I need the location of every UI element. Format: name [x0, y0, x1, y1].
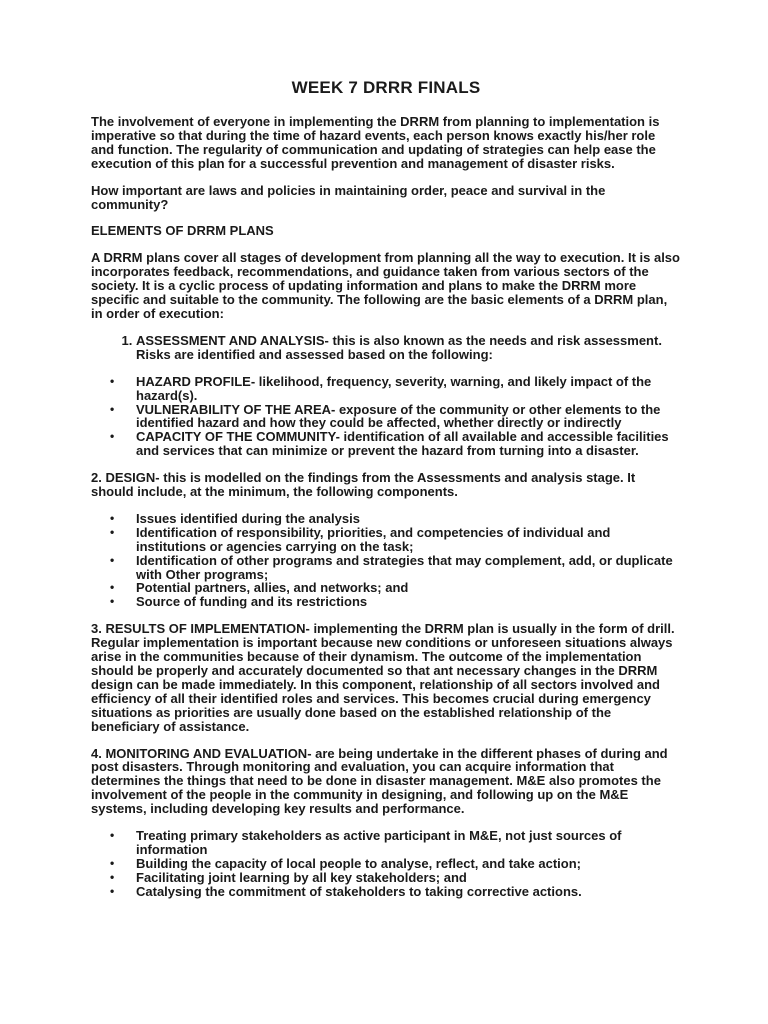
- elements-intro-paragraph: A DRRM plans cover all stages of development from planning all the way to execution. It is also incorporates feedback, recommendations, and guidance taken from various sectors of the society. It is a cyclic process of updating information and plans to make the DRRM more specific and suitable to the community. The following are the basic elements of a DRRM plan, in order of execution:: [91, 250, 680, 321]
- list-item: [110, 594, 681, 610]
- bullet-icon: •: [110, 524, 115, 539]
- bullet-icon: •: [110, 828, 115, 843]
- list-item: [110, 552, 681, 582]
- bullet-icon: •: [110, 580, 115, 595]
- list-item: [110, 855, 681, 871]
- monitoring-bullet-list: [91, 829, 681, 899]
- list-item-text: Identification of other programs and strategies that may complement, add, or duplicate with Other programs;: [136, 552, 673, 582]
- results-paragraph: 3. RESULTS OF IMPLEMENTATION- implementing the DRRM plan is usually in the form of drill. Regular implementation is important because new conditions or unforeseen situations always arise in the communities because of their dynamism. The outcome of the implementation should be properly and accurately documented so that ant necessary changes in the DRRM design can be made immediately. In this component, relationship of all sectors involved and efficiency of all their identified roles and services. This becomes crucial during emergency situations as priorities are usually done based on the established relationship of the beneficiary of assistance.: [91, 621, 675, 734]
- bullet-icon: •: [110, 373, 115, 388]
- list-item-text: CAPACITY OF THE COMMUNITY- identification of all available and accessible facilities and services that can minimize or prevent the hazard from turning into a disaster.: [136, 429, 669, 459]
- list-item-text: Treating primary stakeholders as active participant in M&E, not just sources of information: [136, 828, 622, 857]
- design-paragraph: 2. DESIGN- this is modelled on the findings from the Assessments and analysis stage. It should include, at the minimum, the following components.: [91, 470, 636, 500]
- assessment-item: 1. ASSESSMENT AND ANALYSIS- this is also known as the needs and risk assessment. Risks are identified and assessed based on the following:: [136, 334, 681, 362]
- bullet-icon: •: [110, 510, 115, 525]
- document-title: WEEK 7 DRRR FINALS: [291, 78, 481, 97]
- elements-heading: ELEMENTS OF DRRM PLANS: [91, 223, 274, 239]
- list-item-text: VULNERABILITY OF THE AREA- exposure of the community or other elements to the identified hazard and how they could be affected, whether directly or indirectly: [136, 401, 661, 431]
- list-item-text: Issues identified during the analysis: [136, 510, 360, 526]
- list-item: [110, 373, 681, 403]
- bullet-icon: •: [110, 429, 115, 444]
- list-item: [110, 524, 681, 554]
- assessment-bullet-list: [91, 375, 681, 458]
- list-item: [110, 828, 681, 857]
- document-page: [91, 78, 681, 912]
- bullet-icon: •: [110, 883, 115, 898]
- list-item-text: HAZARD PROFILE- likelihood, frequency, severity, warning, and likely impact of the hazard(s).: [136, 373, 652, 403]
- list-item-text: Identification of responsibility, priorities, and competencies of individual and institutions or agencies carrying on the task;: [136, 524, 611, 554]
- list-item: [110, 883, 681, 899]
- bullet-icon: •: [110, 869, 115, 884]
- list-item: [110, 510, 681, 526]
- bullet-icon: •: [110, 401, 115, 416]
- list-item: [110, 401, 681, 431]
- list-item-text: Potential partners, allies, and networks; and: [136, 580, 409, 596]
- list-item: [110, 429, 681, 459]
- list-item-text: Catalysing the commitment of stakeholders to taking corrective actions.: [136, 883, 582, 899]
- elements-numbered-list: [91, 334, 681, 362]
- bullet-icon: •: [110, 552, 115, 567]
- list-item: [110, 869, 681, 885]
- bullet-icon: •: [110, 855, 115, 870]
- list-item-text: Building the capacity of local people to analyse, reflect, and take action;: [136, 855, 581, 871]
- question-paragraph: How important are laws and policies in maintaining order, peace and survival in the community?: [91, 182, 606, 212]
- list-item-text: Source of funding and its restrictions: [136, 594, 368, 610]
- list-item-text: Facilitating joint learning by all key stakeholders; and: [136, 869, 467, 885]
- bullet-icon: •: [110, 594, 115, 609]
- list-item: [110, 580, 681, 596]
- monitoring-paragraph: 4. MONITORING AND EVALUATION- are being undertake in the different phases of during and post disasters. Through monitoring and evaluation, you can acquire information that determines the things that need to be done in disaster management. M&E also promotes the involvement of the people in the community in designing, and following up on the M&E systems, including developing key results and performance.: [91, 745, 668, 817]
- design-bullet-list: [91, 512, 681, 609]
- intro-paragraph: The involvement of everyone in implementing the DRRM from planning to implementation is imperative so that during the time of hazard events, each person knows exactly his/her role and function. The regularity of communication and updating of strategies can help ease the execution of this plan for a successful prevention and management of disaster risks.: [91, 114, 660, 171]
